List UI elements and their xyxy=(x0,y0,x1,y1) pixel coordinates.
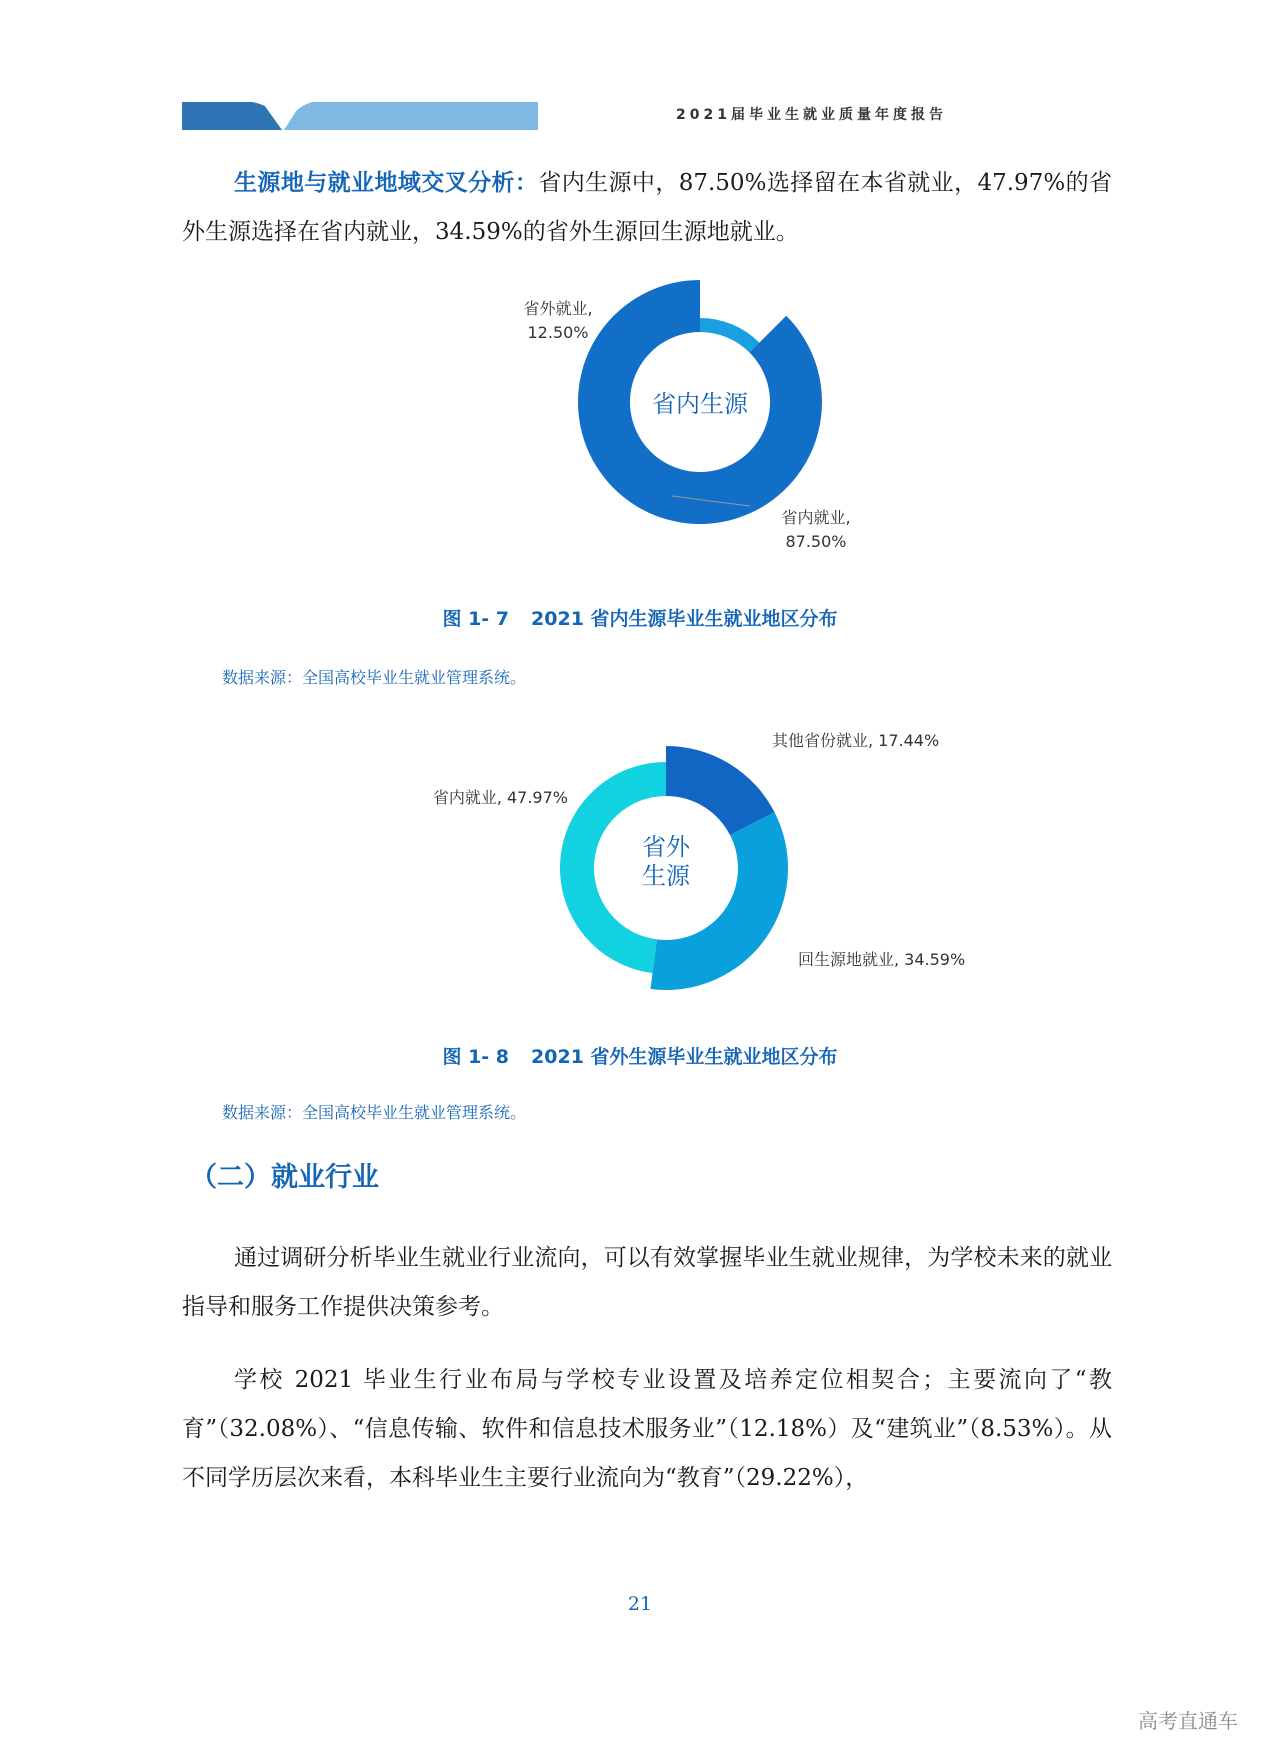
chart1-center-label: 省内生源 xyxy=(652,390,748,418)
figure-title: 2021 省内生源毕业生就业地区分布 xyxy=(531,608,838,630)
figure-caption-2 xyxy=(0,1042,1280,1069)
donut-chart-in-province xyxy=(523,288,851,568)
chart1-slice-0 xyxy=(700,318,759,353)
header-band-light xyxy=(284,102,538,130)
data-source-1: 数据来源：全国高校毕业生就业管理系统。 xyxy=(222,668,527,687)
header-title: 2021届毕业生就业质量年度报告 xyxy=(676,107,947,123)
data-source-2: 数据来源：全国高校毕业生就业管理系统。 xyxy=(222,1103,527,1122)
paragraph-text: 省内生源中，87.50%选择留在本省就业，47.97%的省外生源选择在省内就业，34.59%的省外生源回生源地就业。 xyxy=(182,170,1112,245)
figure-number: 图 1- 8 xyxy=(442,1046,510,1068)
paragraph-region-analysis xyxy=(182,158,1112,257)
chart1-label-out-province: 省外就业, xyxy=(523,299,593,318)
figure-caption-1 xyxy=(0,604,1280,631)
donut-chart-out-province xyxy=(420,712,1020,1012)
page-number: 21 xyxy=(627,1593,653,1615)
watermark: 高考直通车 xyxy=(1138,1709,1238,1733)
chart2-center-label-line1: 省外 xyxy=(642,833,690,861)
figure-number: 图 1- 7 xyxy=(442,608,510,630)
chart1-value-in-province: 87.50% xyxy=(785,532,847,551)
paragraph-industry-intro: 通过调研分析毕业生就业行业流向，可以有效掌握毕业生就业规律，为学校未来的就业指导和服务工作提供决策参考。 xyxy=(182,1245,1112,1320)
paragraph-industry-detail: 学校 2021 毕业生行业布局与学校专业设置及培养定位相契合；主要流向了“教育”（32.08%）、“信息传输、软件和信息技术服务业”（12.18%）及“建筑业”（8.53%）。从不同学历层次来看，本科毕业生主要行业流向为“教育”（29.22%）， xyxy=(182,1367,1112,1491)
paragraph-lead: 生源地与就业地域交叉分析： xyxy=(234,169,539,196)
chart2-label-in-province: 省内就业, 47.97% xyxy=(432,788,568,807)
figure-title: 2021 省外生源毕业生就业地区分布 xyxy=(531,1046,838,1068)
chart1-value-out-province: 12.50% xyxy=(527,323,589,342)
section-heading: （二）就业行业 xyxy=(190,1162,379,1193)
header-band xyxy=(182,102,538,130)
chart2-label-other-province: 其他省份就业, 17.44% xyxy=(772,731,940,750)
chart2-label-home-province: 回生源地就业, 34.59% xyxy=(798,950,966,969)
chart1-label-in-province: 省内就业, xyxy=(781,508,851,527)
chart2-center-label-line2: 生源 xyxy=(642,862,690,890)
